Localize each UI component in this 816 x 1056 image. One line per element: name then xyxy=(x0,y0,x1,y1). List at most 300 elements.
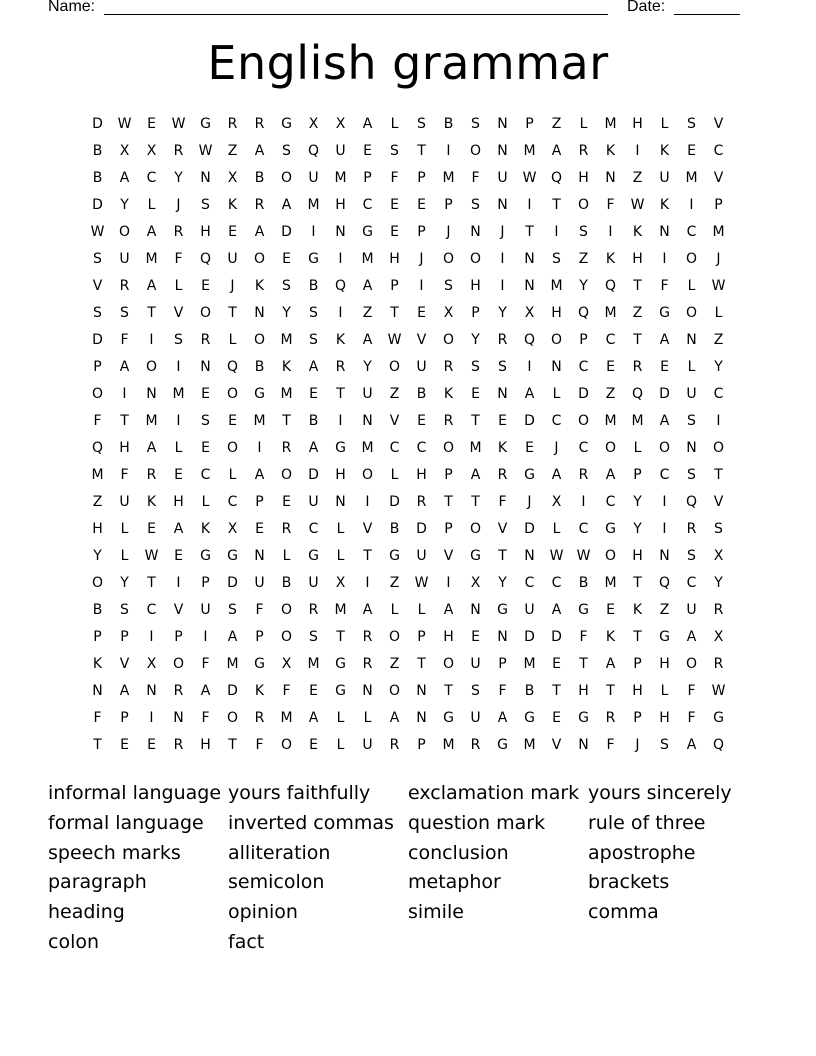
grid-letter: U xyxy=(416,548,427,564)
grid-letter: O xyxy=(712,440,725,456)
grid-letter: P xyxy=(93,629,102,645)
grid-letter: Z xyxy=(605,386,616,402)
grid-letter: S xyxy=(93,305,102,321)
grid-letter: N xyxy=(362,413,373,429)
grid-letter: I xyxy=(365,494,370,510)
grid-letter: W xyxy=(90,224,105,240)
grid-letter: W xyxy=(117,116,132,132)
grid-letter: L xyxy=(390,467,399,483)
date-blank-line xyxy=(674,14,740,15)
grid-letter: M xyxy=(91,467,104,483)
grid-letter: B xyxy=(92,143,103,159)
grid-letter: H xyxy=(335,467,346,483)
grid-letter: F xyxy=(282,683,291,699)
grid-letter: A xyxy=(308,710,319,726)
grid-letter: T xyxy=(552,197,561,213)
name-label: Name: xyxy=(48,0,96,15)
grid-letter: L xyxy=(687,278,696,294)
grid-letter: M xyxy=(685,170,698,186)
grid-letter: A xyxy=(470,467,481,483)
grid-letter: Z xyxy=(551,116,562,132)
grid-letter: L xyxy=(282,548,291,564)
grid-letter: G xyxy=(578,710,589,726)
grid-letter: T xyxy=(444,494,453,510)
grid-letter: D xyxy=(92,332,103,348)
grid-letter: J xyxy=(635,737,640,753)
grid-letter: U xyxy=(524,602,535,618)
grid-letter: S xyxy=(660,737,669,753)
grid-letter: H xyxy=(632,548,643,564)
grid-letter: P xyxy=(93,359,102,375)
grid-letter: E xyxy=(552,710,561,726)
grid-letter: N xyxy=(362,683,373,699)
grid-letter: G xyxy=(308,251,319,267)
grid-letter: I xyxy=(716,413,721,429)
grid-letter: F xyxy=(120,467,129,483)
grid-letter: P xyxy=(417,170,426,186)
grid-letter: P xyxy=(633,467,642,483)
grid-letter: N xyxy=(497,116,508,132)
grid-letter: F xyxy=(687,683,696,699)
grid-letter: P xyxy=(633,710,642,726)
grid-letter: R xyxy=(362,656,373,672)
grid-letter: N xyxy=(335,494,346,510)
grid-letter: A xyxy=(551,143,562,159)
grid-letter: D xyxy=(524,521,535,537)
grid-letter: W xyxy=(198,143,213,159)
grid-letter: J xyxy=(554,440,559,456)
grid-letter: O xyxy=(388,629,401,645)
grid-letter: Y xyxy=(714,359,723,375)
grid-letter: T xyxy=(120,413,129,429)
grid-letter: O xyxy=(226,386,239,402)
grid-letter: B xyxy=(254,359,265,375)
grid-letter: X xyxy=(335,575,346,591)
grid-letter: E xyxy=(201,386,210,402)
grid-letter: S xyxy=(687,548,696,564)
grid-letter: Y xyxy=(579,278,588,294)
grid-letter: T xyxy=(282,413,291,429)
grid-letter: N xyxy=(605,170,616,186)
worksheet-header xyxy=(48,0,748,20)
grid-row xyxy=(84,489,732,516)
grid-letter: G xyxy=(605,521,616,537)
grid-letter: O xyxy=(685,656,698,672)
grid-letter: I xyxy=(122,386,127,402)
grid-letter: A xyxy=(308,440,319,456)
grid-letter: C xyxy=(362,197,373,213)
grid-row xyxy=(84,624,732,651)
grid-letter: Z xyxy=(227,143,238,159)
grid-letter: N xyxy=(524,278,535,294)
grid-letter: G xyxy=(254,656,265,672)
grid-letter: I xyxy=(203,629,208,645)
grid-row xyxy=(84,543,732,570)
grid-letter: R xyxy=(254,710,265,726)
grid-letter: O xyxy=(388,359,401,375)
grid-letter: L xyxy=(336,521,345,537)
grid-letter: S xyxy=(714,521,723,537)
grid-letter: P xyxy=(471,305,480,321)
grid-row xyxy=(84,462,732,489)
grid-letter: C xyxy=(686,575,697,591)
grid-letter: V xyxy=(173,602,184,618)
word-bank-item: exclamation mark xyxy=(408,782,580,804)
grid-letter: I xyxy=(176,359,181,375)
grid-row xyxy=(84,354,732,381)
grid-letter: Z xyxy=(632,305,643,321)
grid-letter: T xyxy=(417,656,426,672)
grid-letter: J xyxy=(419,251,424,267)
grid-letter: A xyxy=(659,332,670,348)
grid-letter: V xyxy=(119,656,130,672)
grid-letter: A xyxy=(362,278,373,294)
grid-letter: E xyxy=(147,737,156,753)
grid-letter: I xyxy=(338,413,343,429)
grid-letter: Q xyxy=(712,737,725,753)
grid-letter: X xyxy=(281,656,292,672)
grid-letter: E xyxy=(363,143,372,159)
grid-letter: H xyxy=(578,170,589,186)
grid-letter: F xyxy=(498,494,507,510)
grid-letter: G xyxy=(497,737,508,753)
grid-letter: M xyxy=(172,386,185,402)
grid-letter: P xyxy=(120,629,129,645)
grid-letter: L xyxy=(336,548,345,564)
grid-letter: A xyxy=(254,143,265,159)
word-bank-item: conclusion xyxy=(408,841,509,864)
grid-row xyxy=(84,435,732,462)
grid-letter: T xyxy=(525,224,534,240)
grid-letter: T xyxy=(390,305,399,321)
grid-letter: C xyxy=(416,440,427,456)
grid-letter: R xyxy=(470,737,481,753)
grid-letter: R xyxy=(497,332,508,348)
grid-letter: R xyxy=(281,521,292,537)
grid-letter: E xyxy=(147,116,156,132)
grid-letter: F xyxy=(255,602,264,618)
grid-letter: G xyxy=(443,710,454,726)
grid-letter: O xyxy=(604,440,617,456)
grid-letter: U xyxy=(362,737,373,753)
grid-letter: C xyxy=(578,440,589,456)
grid-letter: S xyxy=(309,305,318,321)
grid-letter: L xyxy=(390,116,399,132)
grid-letter: P xyxy=(579,332,588,348)
grid-letter: R xyxy=(308,602,319,618)
grid-letter: L xyxy=(120,548,129,564)
grid-letter: E xyxy=(525,440,534,456)
grid-letter: S xyxy=(471,359,480,375)
grid-letter: T xyxy=(444,683,453,699)
grid-letter: Q xyxy=(199,251,212,267)
grid-letter: I xyxy=(527,197,532,213)
grid-letter: S xyxy=(552,251,561,267)
grid-letter: Y xyxy=(498,305,507,321)
grid-letter: G xyxy=(308,548,319,564)
grid-letter: O xyxy=(550,332,563,348)
grid-letter: T xyxy=(579,656,588,672)
grid-letter: F xyxy=(579,629,588,645)
grid-letter: N xyxy=(497,143,508,159)
grid-letter: S xyxy=(120,602,129,618)
grid-letter: S xyxy=(687,467,696,483)
grid-letter: C xyxy=(713,386,724,402)
grid-letter: C xyxy=(551,413,562,429)
grid-letter: H xyxy=(173,494,184,510)
grid-letter: O xyxy=(442,251,455,267)
grid-letter: M xyxy=(604,575,617,591)
grid-letter: R xyxy=(443,413,454,429)
grid-letter: E xyxy=(309,386,318,402)
grid-letter: C xyxy=(605,494,616,510)
grid-letter: D xyxy=(308,467,319,483)
grid-letter: D xyxy=(551,629,562,645)
word-bank-item: metaphor xyxy=(408,871,501,894)
grid-letter: J xyxy=(446,224,451,240)
grid-letter: T xyxy=(498,548,507,564)
grid-letter: A xyxy=(605,467,616,483)
grid-letter: T xyxy=(93,737,102,753)
grid-letter: H xyxy=(119,440,130,456)
grid-letter: I xyxy=(338,251,343,267)
grid-letter: O xyxy=(280,170,293,186)
grid-letter: U xyxy=(119,251,130,267)
grid-letter: D xyxy=(92,116,103,132)
grid-row xyxy=(84,570,732,597)
grid-letter: E xyxy=(471,629,480,645)
grid-letter: H xyxy=(659,656,670,672)
grid-letter: B xyxy=(281,575,292,591)
grid-letter: I xyxy=(419,278,424,294)
grid-letter: I xyxy=(689,197,694,213)
grid-letter: Z xyxy=(92,494,103,510)
grid-letter: S xyxy=(93,251,102,267)
grid-letter: U xyxy=(416,359,427,375)
grid-letter: H xyxy=(551,305,562,321)
grid-letter: S xyxy=(120,305,129,321)
grid-letter: T xyxy=(633,575,642,591)
grid-letter: N xyxy=(524,548,535,564)
grid-letter: O xyxy=(253,251,266,267)
grid-letter: K xyxy=(443,386,454,402)
word-bank xyxy=(48,778,768,958)
grid-letter: E xyxy=(120,737,129,753)
grid-letter: N xyxy=(173,710,184,726)
grid-letter: T xyxy=(147,575,156,591)
grid-letter: M xyxy=(280,710,293,726)
grid-letter: A xyxy=(119,170,130,186)
grid-letter: S xyxy=(228,602,237,618)
grid-letter: I xyxy=(554,224,559,240)
grid-letter: S xyxy=(444,278,453,294)
grid-letter: F xyxy=(93,710,102,726)
grid-letter: E xyxy=(228,413,237,429)
grid-row xyxy=(84,273,732,300)
grid-letter: M xyxy=(280,332,293,348)
grid-letter: A xyxy=(659,413,670,429)
grid-letter: O xyxy=(199,305,212,321)
grid-letter: G xyxy=(497,602,508,618)
grid-letter: I xyxy=(500,251,505,267)
grid-letter: R xyxy=(200,332,211,348)
grid-letter: D xyxy=(227,683,238,699)
grid-row xyxy=(84,678,732,705)
grid-letter: F xyxy=(660,278,669,294)
grid-letter: D xyxy=(281,224,292,240)
grid-row xyxy=(84,165,732,192)
grid-letter: M xyxy=(631,413,644,429)
grid-letter: M xyxy=(442,737,455,753)
grid-letter: P xyxy=(255,494,264,510)
grid-letter: T xyxy=(633,278,642,294)
grid-letter: V xyxy=(713,170,724,186)
grid-letter: I xyxy=(149,332,154,348)
grid-letter: U xyxy=(470,656,481,672)
grid-letter: S xyxy=(201,413,210,429)
grid-letter: K xyxy=(659,197,670,213)
grid-letter: D xyxy=(416,521,427,537)
grid-letter: J xyxy=(527,494,532,510)
grid-letter: O xyxy=(226,710,239,726)
grid-letter: E xyxy=(660,359,669,375)
grid-letter: R xyxy=(227,116,238,132)
word-bank-item: apostrophe xyxy=(588,841,696,864)
grid-letter: D xyxy=(389,494,400,510)
grid-letter: A xyxy=(497,710,508,726)
grid-letter: N xyxy=(497,197,508,213)
grid-letter: I xyxy=(149,629,154,645)
grid-letter: I xyxy=(311,224,316,240)
grid-letter: Z xyxy=(362,305,373,321)
grid-letter: A xyxy=(686,629,697,645)
word-bank-item: paragraph xyxy=(48,871,147,894)
grid-letter: G xyxy=(335,440,346,456)
grid-letter: P xyxy=(525,116,534,132)
word-bank-item: semicolon xyxy=(228,871,325,894)
grid-letter: P xyxy=(417,629,426,645)
grid-letter: T xyxy=(633,332,642,348)
grid-letter: T xyxy=(228,305,237,321)
grid-letter: U xyxy=(308,575,319,591)
grid-letter: T xyxy=(606,683,615,699)
grid-letter: O xyxy=(280,629,293,645)
grid-row xyxy=(84,705,732,732)
grid-letter: A xyxy=(443,602,454,618)
grid-letter: R xyxy=(497,467,508,483)
grid-letter: H xyxy=(632,251,643,267)
word-bank-item: comma xyxy=(588,901,659,924)
grid-letter: R xyxy=(578,467,589,483)
grid-letter: O xyxy=(145,359,158,375)
grid-letter: O xyxy=(280,737,293,753)
grid-letter: T xyxy=(147,305,156,321)
grid-letter: Y xyxy=(471,332,480,348)
grid-letter: A xyxy=(389,710,400,726)
grid-letter: V xyxy=(443,548,454,564)
grid-letter: E xyxy=(417,413,426,429)
grid-letter: O xyxy=(577,413,590,429)
page-title: English grammar xyxy=(207,36,609,90)
grid-letter: F xyxy=(498,683,507,699)
grid-letter: X xyxy=(146,143,157,159)
grid-letter: I xyxy=(365,575,370,591)
grid-letter: J xyxy=(500,224,505,240)
grid-letter: G xyxy=(335,683,346,699)
grid-letter: M xyxy=(604,413,617,429)
grid-letter: U xyxy=(470,710,481,726)
word-bank-item: yours faithfully xyxy=(228,782,371,804)
grid-letter: S xyxy=(687,413,696,429)
grid-letter: Q xyxy=(523,332,536,348)
grid-letter: N xyxy=(551,359,562,375)
grid-letter: E xyxy=(282,251,291,267)
grid-letter: E xyxy=(417,305,426,321)
grid-letter: P xyxy=(174,629,183,645)
grid-letter: A xyxy=(227,629,238,645)
grid-letter: W xyxy=(171,116,186,132)
grid-letter: Q xyxy=(226,359,239,375)
grid-letter: O xyxy=(442,332,455,348)
grid-letter: C xyxy=(659,467,670,483)
grid-letter: C xyxy=(713,143,724,159)
grid-letter: Y xyxy=(363,359,372,375)
grid-letter: U xyxy=(119,494,130,510)
grid-letter: R xyxy=(281,440,292,456)
grid-letter: G xyxy=(470,548,481,564)
grid-letter: B xyxy=(416,386,427,402)
word-bank-item: yours sincerely xyxy=(588,782,732,804)
grid-letter: N xyxy=(470,602,481,618)
grid-letter: V xyxy=(92,278,103,294)
grid-letter: O xyxy=(361,467,374,483)
grid-letter: A xyxy=(524,386,535,402)
grid-letter: Q xyxy=(550,170,563,186)
grid-letter: Y xyxy=(120,197,129,213)
grid-letter: O xyxy=(280,467,293,483)
grid-letter: I xyxy=(149,710,154,726)
grid-letter: O xyxy=(118,224,131,240)
grid-letter: I xyxy=(581,494,586,510)
grid-letter: O xyxy=(469,521,482,537)
grid-letter: N xyxy=(497,629,508,645)
grid-letter: P xyxy=(444,197,453,213)
grid-letter: A xyxy=(146,440,157,456)
grid-letter: N xyxy=(686,332,697,348)
grid-letter: F xyxy=(390,170,399,186)
grid-letter: B xyxy=(308,413,319,429)
grid-letter: V xyxy=(173,305,184,321)
grid-letter: A xyxy=(254,467,265,483)
grid-letter: B xyxy=(92,602,103,618)
grid-letter: X xyxy=(470,575,481,591)
grid-letter: X xyxy=(146,656,157,672)
grid-letter: T xyxy=(552,683,561,699)
grid-letter: L xyxy=(633,440,642,456)
grid-letter: G xyxy=(227,548,238,564)
grid-letter: O xyxy=(91,575,104,591)
grid-letter: G xyxy=(335,656,346,672)
grid-letter: N xyxy=(470,224,481,240)
grid-letter: W xyxy=(630,197,645,213)
grid-letter: I xyxy=(635,143,640,159)
grid-letter: L xyxy=(660,116,669,132)
grid-letter: Y xyxy=(174,170,183,186)
grid-letter: C xyxy=(551,575,562,591)
grid-letter: U xyxy=(659,170,670,186)
grid-letter: H xyxy=(200,224,211,240)
grid-letter: A xyxy=(173,521,184,537)
